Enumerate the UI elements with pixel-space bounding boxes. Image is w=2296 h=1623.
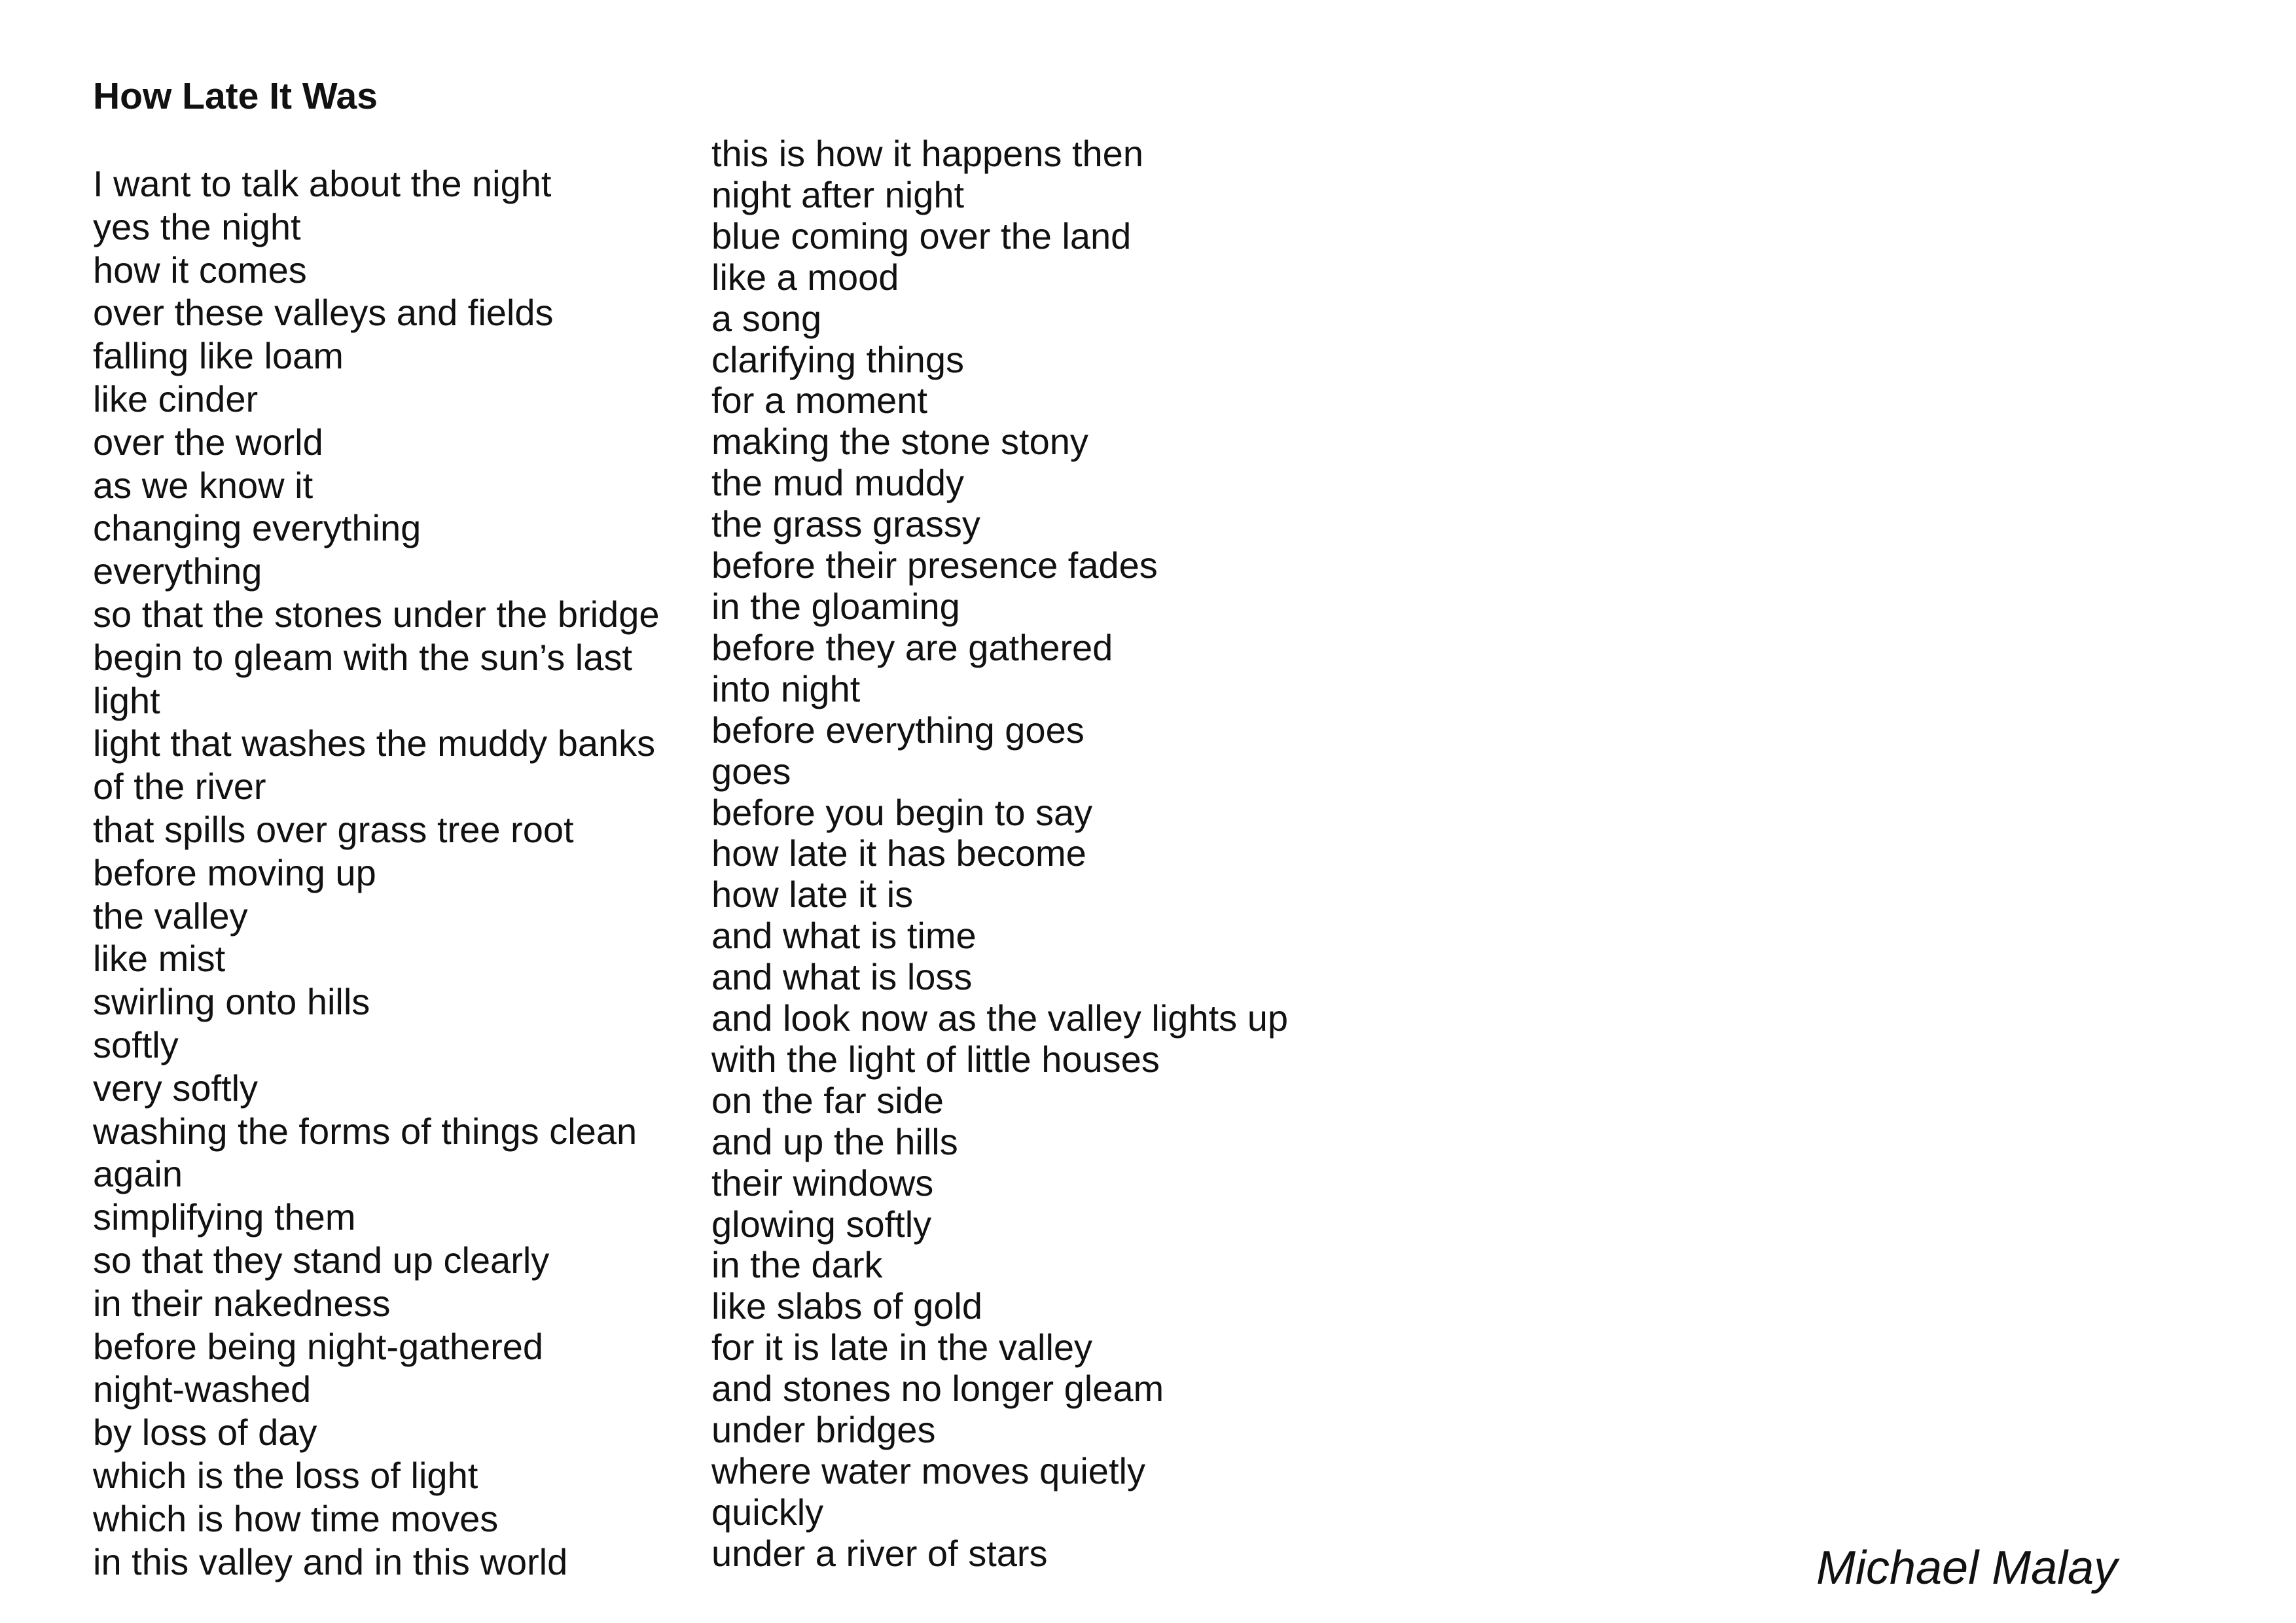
poem-line: and look now as the valley lights up bbox=[711, 997, 1288, 1039]
poem-line: a song bbox=[711, 297, 822, 339]
poem-line: washing the forms of things clean bbox=[93, 1110, 637, 1152]
poem-line: light that washes the muddy banks bbox=[93, 722, 656, 764]
poem-line: falling like loam bbox=[93, 335, 344, 377]
poem-line: before you begin to say bbox=[711, 791, 1093, 833]
poem-line: light bbox=[93, 679, 160, 721]
poem-line: the grass grassy bbox=[711, 503, 980, 545]
poem-line: in this valley and in this world bbox=[93, 1541, 568, 1582]
poem-line: yes the night bbox=[93, 205, 301, 247]
poem-line: again bbox=[93, 1153, 183, 1195]
poem-line: I want to talk about the night bbox=[93, 163, 552, 204]
poem-line: for a moment bbox=[711, 380, 927, 421]
poem-line: so that they stand up clearly bbox=[93, 1239, 550, 1281]
poem-line: begin to gleam with the sun’s last bbox=[93, 636, 632, 678]
poem-line: very softly bbox=[93, 1067, 259, 1109]
poem-line: the mud muddy bbox=[711, 462, 964, 504]
author-signature: Michael Malay bbox=[1816, 1542, 2118, 1594]
poem-line: and what is time bbox=[711, 915, 977, 957]
poem-line: as we know it bbox=[93, 464, 314, 506]
poem-line: so that the stones under the bridge bbox=[93, 593, 660, 635]
poem-line: simplifying them bbox=[93, 1196, 356, 1238]
poem-line: this is how it happens then bbox=[711, 133, 1143, 174]
poem-line: and what is loss bbox=[711, 956, 973, 998]
poem-line: swirling onto hills bbox=[93, 981, 370, 1023]
poem-line: and stones no longer gleam bbox=[711, 1368, 1164, 1410]
poem-line: the valley bbox=[93, 895, 248, 936]
poem-column-left bbox=[93, 162, 659, 1583]
poem-line: like slabs of gold bbox=[711, 1285, 983, 1327]
poem-line: goes bbox=[711, 750, 791, 792]
poem-line: of the river bbox=[93, 766, 266, 808]
poem-line: night after night bbox=[711, 173, 965, 215]
poem-line: how late it is bbox=[711, 874, 914, 916]
poem-line: over the world bbox=[93, 421, 323, 463]
poem-title: How Late It Was bbox=[93, 75, 378, 117]
poem-line: in the gloaming bbox=[711, 585, 960, 627]
poem-line: how late it has become bbox=[711, 832, 1086, 874]
poem-line: like cinder bbox=[93, 378, 259, 419]
poem-line: under a river of stars bbox=[711, 1532, 1048, 1574]
poem-line: their windows bbox=[711, 1162, 934, 1204]
poem-line: that spills over grass tree root bbox=[93, 808, 574, 850]
poem-line: how it comes bbox=[93, 249, 307, 291]
poem-line: for it is late in the valley bbox=[711, 1327, 1093, 1368]
poem-line: and up the hills bbox=[711, 1120, 958, 1162]
poem-line: before being night-gathered bbox=[93, 1325, 544, 1367]
poem-line: by loss of day bbox=[93, 1412, 317, 1454]
poem-line: which is the loss of light bbox=[93, 1454, 478, 1496]
poem-line: over these valleys and fields bbox=[93, 292, 554, 334]
poem-line: where water moves quietly bbox=[711, 1450, 1145, 1491]
poem-line: before everything goes bbox=[711, 709, 1085, 751]
poem-line: glowing softly bbox=[711, 1203, 932, 1245]
poem-line: in their nakedness bbox=[93, 1282, 391, 1324]
poem-line: with the light of little houses bbox=[711, 1038, 1160, 1080]
poem-line: clarifying things bbox=[711, 338, 964, 380]
poem-line: on the far side bbox=[711, 1079, 944, 1121]
poem-line: which is how time moves bbox=[93, 1497, 499, 1539]
poem-line: like mist bbox=[93, 938, 226, 980]
poem-line: softly bbox=[93, 1024, 179, 1065]
poem-line: under bridges bbox=[711, 1409, 936, 1451]
poem-line: like a mood bbox=[711, 256, 899, 298]
poem-line: blue coming over the land bbox=[711, 215, 1132, 257]
poem-line: everything bbox=[93, 550, 262, 592]
poem-column-right bbox=[711, 134, 1288, 1575]
poem-line: before their presence fades bbox=[711, 544, 1158, 586]
poem-line: into night bbox=[711, 668, 861, 709]
poem-line: in the dark bbox=[711, 1244, 883, 1286]
poem-line: night-washed bbox=[93, 1368, 312, 1410]
poem-line: changing everything bbox=[93, 507, 422, 549]
poem-line: making the stone stony bbox=[711, 421, 1088, 463]
poem-line: before moving up bbox=[93, 851, 376, 893]
poem-line: quickly bbox=[711, 1491, 824, 1533]
poem-line: before they are gathered bbox=[711, 626, 1113, 668]
